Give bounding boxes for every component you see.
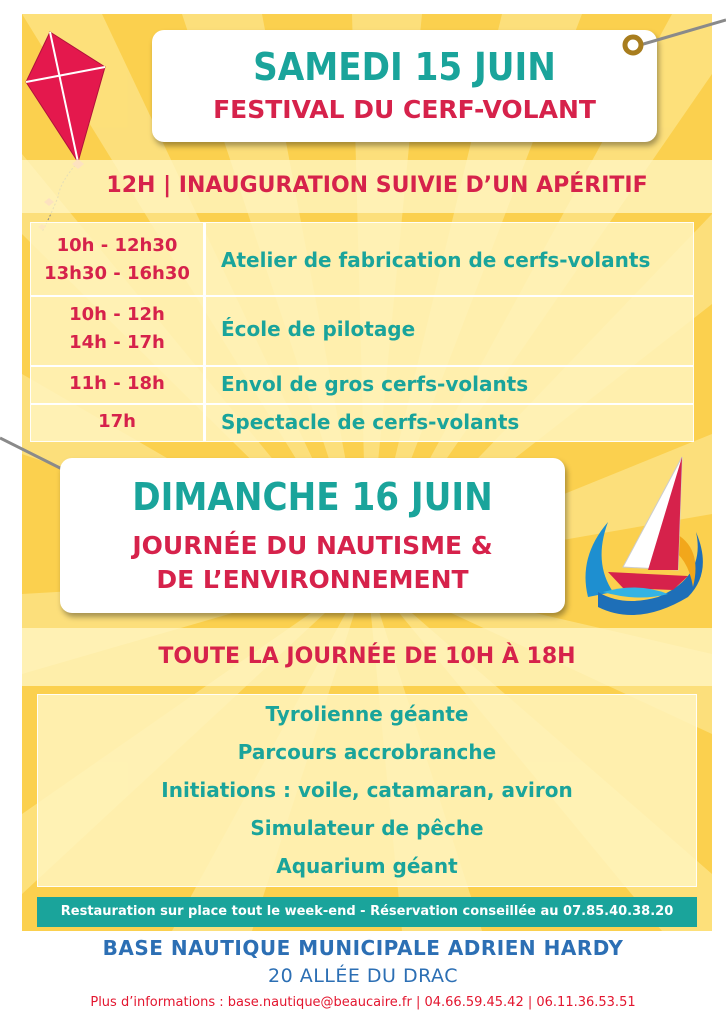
schedule-time: 13h30 - 16h30 <box>44 263 190 284</box>
list-item: Tyrolienne géante <box>265 702 469 726</box>
schedule-activity: Envol de gros cerfs-volants <box>221 372 529 396</box>
sunday-date: DIMANCHE 16 JUIN <box>132 475 493 519</box>
saturday-date: SAMEDI 15 JUIN <box>253 45 556 89</box>
schedule-time: 17h <box>98 411 136 432</box>
sailboat-icon <box>578 452 713 622</box>
schedule-time: 10h - 12h <box>69 304 165 325</box>
venue-address: 20 ALLÉE DU DRAC <box>267 965 458 987</box>
schedule-activity: Atelier de fabrication de cerfs-volants <box>221 248 651 272</box>
schedule-row <box>31 403 693 441</box>
list-item: Simulateur de pêche <box>250 816 484 840</box>
saturday-schedule <box>30 222 694 442</box>
schedule-time: 10h - 12h30 <box>56 235 178 256</box>
schedule-activity: École de pilotage <box>221 317 416 341</box>
schedule-time: 14h - 17h <box>69 332 165 353</box>
venue-name: BASE NAUTIQUE MUNICIPALE ADRIEN HARDY <box>102 936 624 960</box>
list-item: Parcours accrobranche <box>237 740 497 764</box>
sunday-title-card <box>60 458 565 613</box>
schedule-row <box>31 223 693 295</box>
all-day-band <box>22 628 712 686</box>
inauguration-text: 12H | INAUGURATION SUIVIE D’UN APÉRITIF <box>106 173 648 198</box>
schedule-row <box>31 365 693 403</box>
all-day-text: TOUTE LA JOURNÉE DE 10H À 18H <box>158 644 576 669</box>
saturday-title-card <box>152 30 657 142</box>
schedule-activity: Spectacle de cerfs-volants <box>221 410 520 434</box>
contact-info: Plus d’informations : base.nautique@beaucaire.fr | 04.66.59.45.42 | 06.11.36.53.51 <box>90 995 636 1010</box>
inauguration-band <box>22 160 712 213</box>
schedule-time: 11h - 18h <box>69 373 165 394</box>
sunday-activities <box>37 694 697 887</box>
schedule-row <box>31 295 693 365</box>
restauration-banner: Restauration sur place tout le week-end - Réservation conseillée au 07.85.40.38.20 <box>37 897 697 927</box>
saturday-event: FESTIVAL DU CERF-VOLANT <box>213 95 596 124</box>
sunday-event-line2: DE L’ENVIRONNEMENT <box>156 565 469 594</box>
sunday-event-line1: JOURNÉE DU NAUTISME & <box>132 531 493 560</box>
ring-icon <box>618 18 726 63</box>
list-item: Aquarium géant <box>276 854 458 878</box>
list-item: Initiations : voile, catamaran, aviron <box>161 778 573 802</box>
